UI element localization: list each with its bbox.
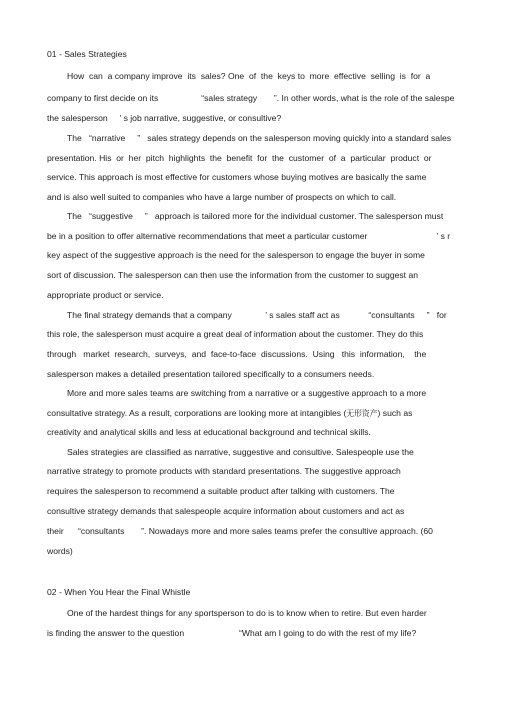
text-line: How can a company improve its sales? One of the keys to more effective selling is for a bbox=[67, 71, 431, 81]
text-line: salesperson makes a detailed presentation tailored specifically to a consumers needs. bbox=[47, 369, 375, 379]
text-line: the salesperson ’ s job narrative, suggestive, or consultive? bbox=[47, 113, 282, 123]
text-line: this role, the salesperson must acquire a great deal of information about the customer. They do this bbox=[47, 329, 424, 339]
text-line: Sales strategies are classified as narrative, suggestive and consultive. Salespeople use the bbox=[67, 447, 414, 457]
text-line: and is also well suited to companies who have a large number of prospects on which to call. bbox=[47, 192, 397, 202]
text-line: The “suggestive ” approach is tailored more for the individual customer. The salesperson must bbox=[67, 211, 444, 221]
text-line: be in a position to offer alternative recommendations that meet a particular customer ’ s r bbox=[47, 231, 451, 241]
text-line: appropriate product or service. bbox=[47, 290, 164, 300]
text-line: One of the hardest things for any sportsperson to do is to know when to retire. But even harder bbox=[67, 608, 427, 618]
text-line: consultive strategy demands that salespeople acquire information about customers and act as bbox=[47, 506, 405, 516]
text-line: The final strategy demands that a company ’ s sales staff act as “consultants ” for bbox=[67, 310, 447, 320]
section-heading: 02 - When You Hear the Final Whistle bbox=[47, 587, 191, 597]
section-heading: 01 - Sales Strategies bbox=[47, 49, 127, 59]
chinese-term: 无形资产 bbox=[346, 409, 378, 418]
text-line: words) bbox=[47, 546, 73, 556]
text-line: service. This approach is most effective for customers whose buying motives are basically the same bbox=[47, 172, 427, 182]
text-line: More and more sales teams are switching from a narrative or a suggestive approach to a more bbox=[67, 388, 427, 398]
text-line: is finding the answer to the question “What am I going to do with the rest of my life? bbox=[47, 628, 417, 638]
text-line: presentation. His or her pitch highlights the benefit for the customer of a particular product or bbox=[47, 153, 432, 163]
text-line: requires the salesperson to recommend a suitable product after talking with customers. The bbox=[47, 486, 395, 496]
text-line: consultative strategy. As a result, corporations are looking more at intangibles (无形资产) such as bbox=[47, 408, 413, 418]
text-line: creativity and analytical skills and less at educational background and technical skills. bbox=[47, 427, 371, 437]
text-line: The “narrative ” sales strategy depends on the salesperson moving quickly into a standard sales bbox=[67, 133, 452, 143]
text-line: key aspect of the suggestive approach is the need for the salesperson to engage the buyer in some bbox=[47, 250, 425, 260]
text-line: through market research, surveys, and face-to-face discussions. Using this information, the bbox=[47, 349, 427, 359]
text-line: company to first decide on its “sales strategy ”. In other words, what is the role of the salespe bbox=[47, 93, 455, 103]
text-line: narrative strategy to promote products with standard presentations. The suggestive approach bbox=[47, 466, 401, 476]
text-line: sort of discussion. The salesperson can then use the information from the customer to suggest an bbox=[47, 270, 419, 280]
text-line: their “consultants ”. Nowadays more and more sales teams prefer the consultive approach. (60 bbox=[47, 526, 433, 536]
